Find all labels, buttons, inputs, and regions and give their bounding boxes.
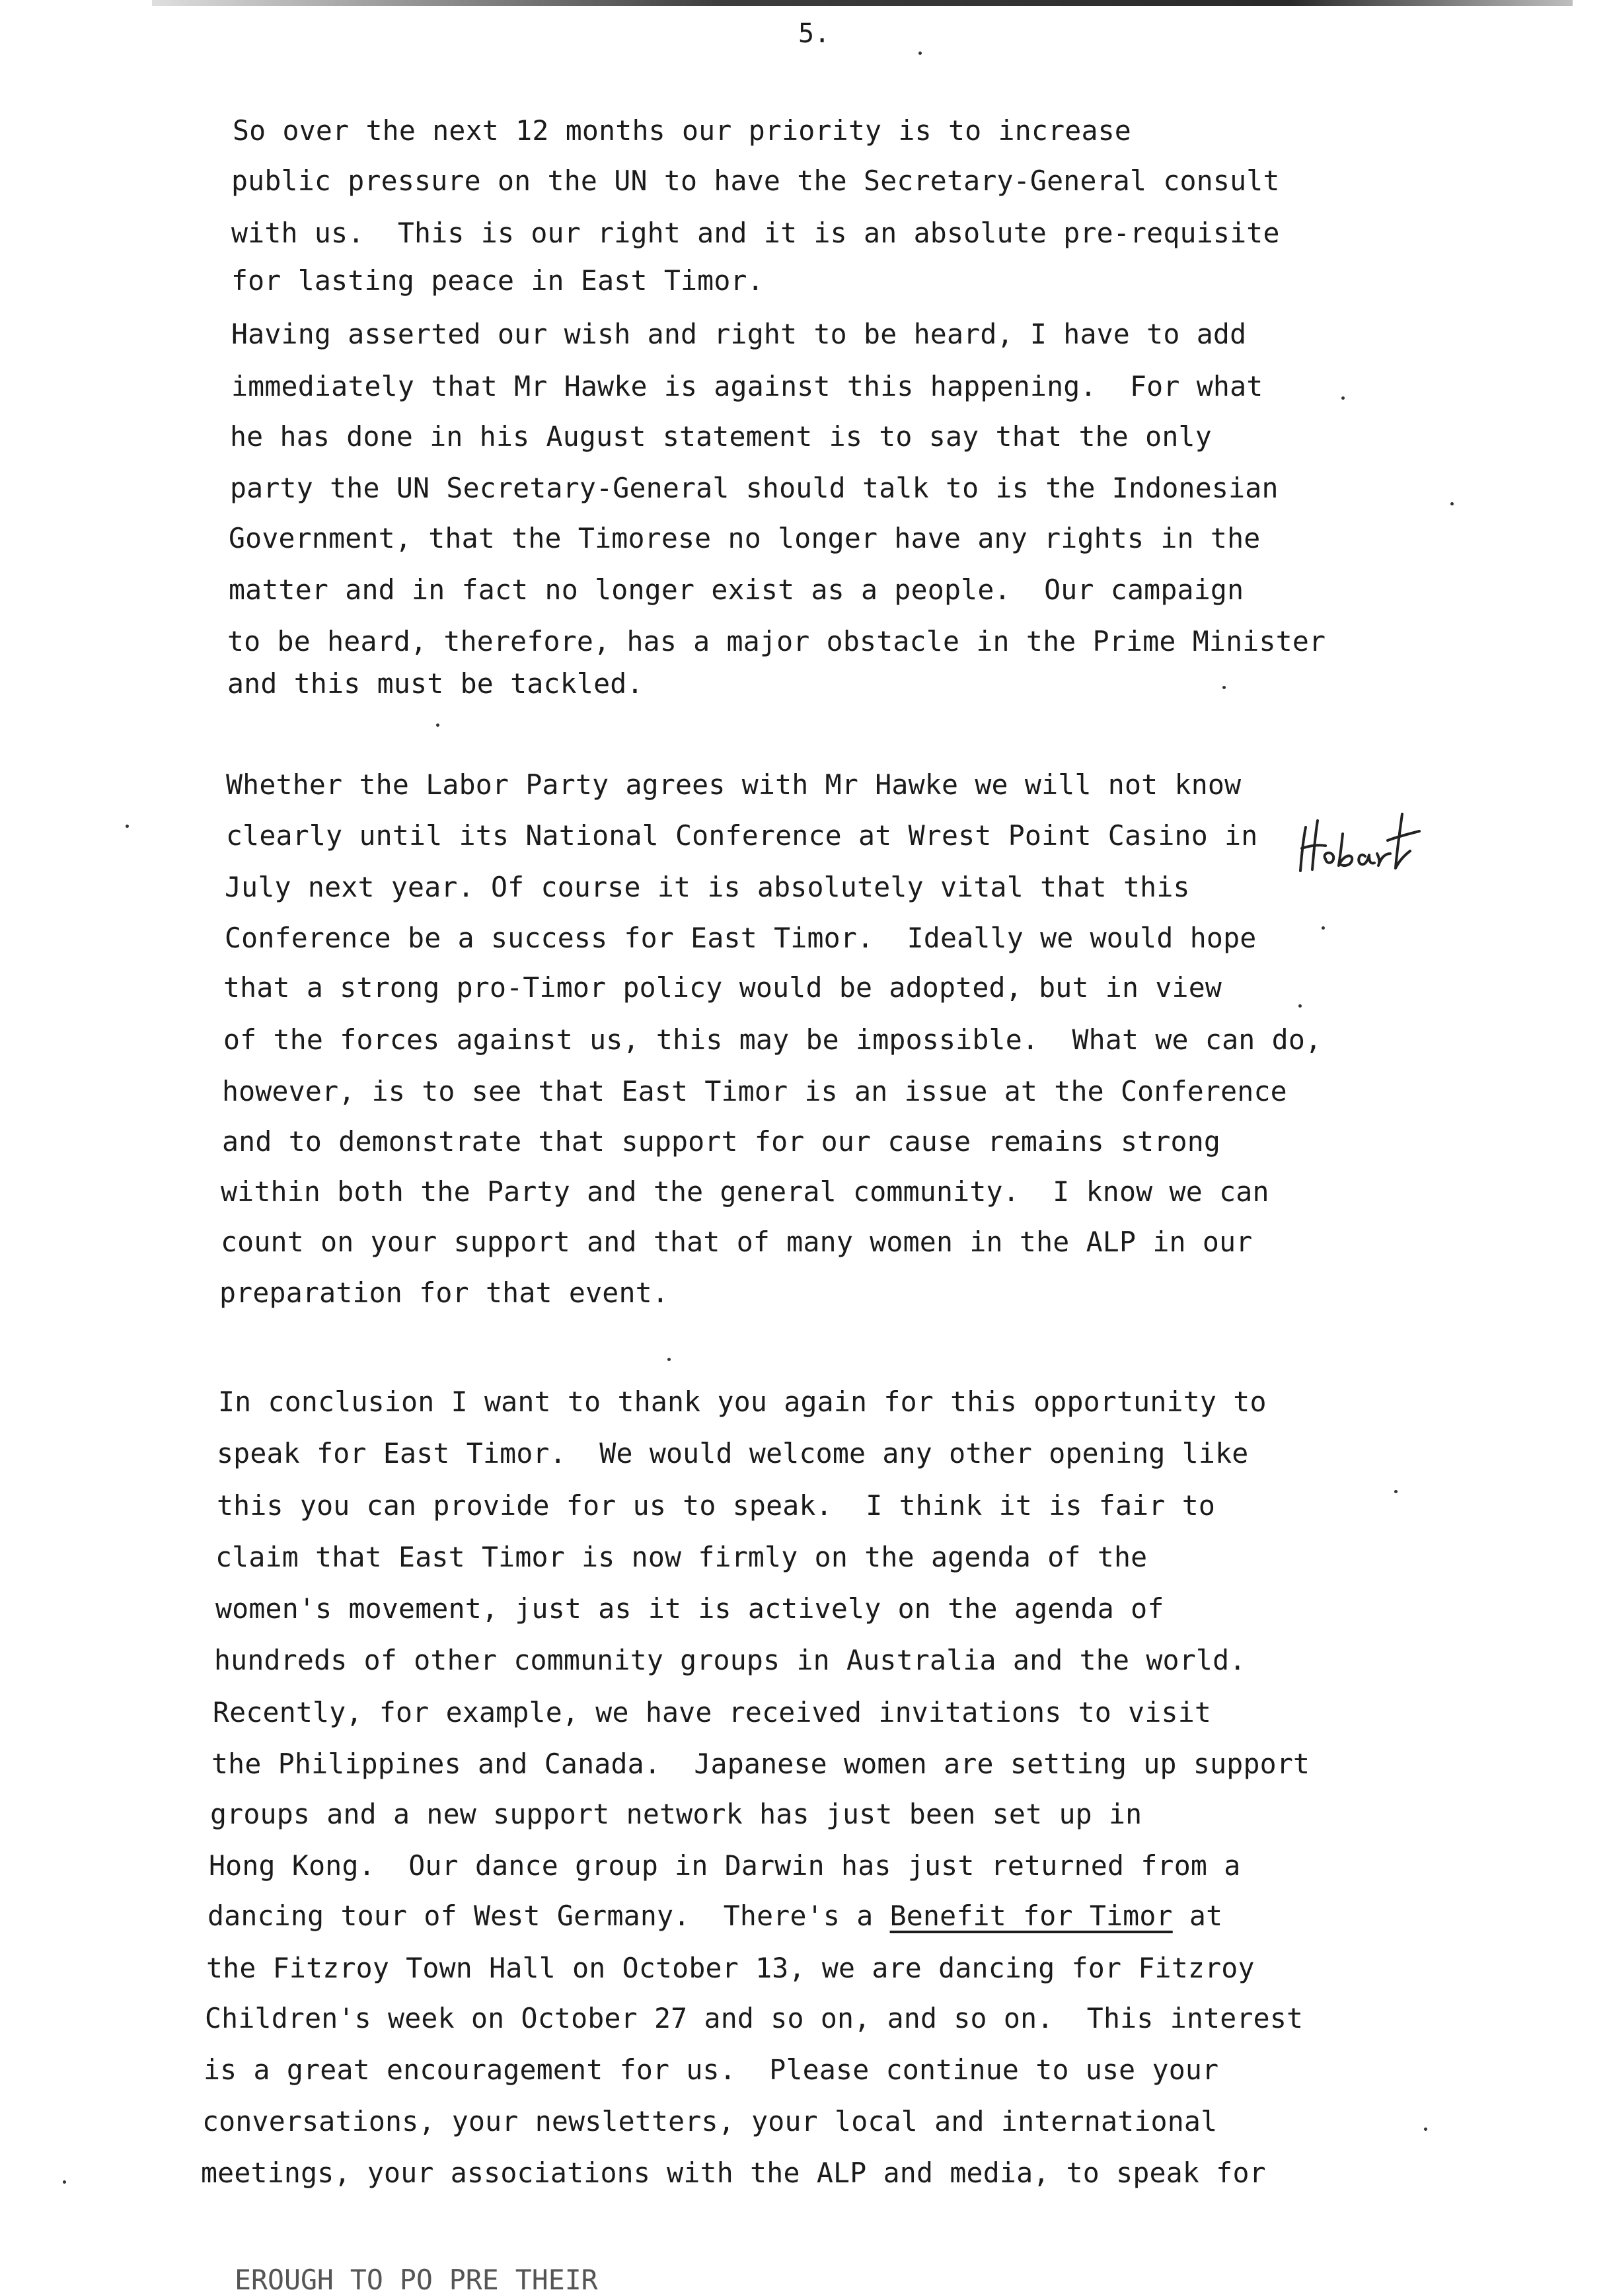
text-line: that a strong pro-Timor policy would be adopted, but in view xyxy=(223,971,1222,1004)
text-line: conversations, your newsletters, your local and international xyxy=(202,2105,1218,2137)
scan-speck xyxy=(1298,1004,1302,1008)
footer-fragment: EROUGH TO PO PRE THEIR xyxy=(235,2264,598,2296)
text-line: Government, that the Timorese no longer have any rights in the xyxy=(229,522,1261,554)
text-line: preparation for that event. xyxy=(219,1277,669,1309)
text-line: to be heard, therefore, has a major obstacle in the Prime Minister xyxy=(227,625,1326,657)
scan-speck xyxy=(126,825,129,828)
text-fragment: at xyxy=(1172,1900,1223,1932)
page-number: 5. xyxy=(798,19,831,49)
scan-top-edge xyxy=(152,0,1573,6)
text-line: speak for East Timor. We would welcome any other opening like xyxy=(217,1437,1249,1469)
text-line: party the UN Secretary-General should talk to is the Indonesian xyxy=(230,472,1279,504)
text-line: groups and a new support network has just been set up in xyxy=(210,1798,1142,1830)
text-line: immediately that Mr Hawke is against this happening. For what xyxy=(231,370,1263,402)
text-line: with us. This is our right and it is an absolute pre-requisite xyxy=(231,217,1280,249)
text-line: is a great encouragement for us. Please continue to use your xyxy=(204,2054,1219,2086)
text-line: for lasting peace in East Timor. xyxy=(231,264,764,297)
scan-speck xyxy=(1322,926,1325,930)
text-line: he has done in his August statement is to say that the only xyxy=(230,420,1212,453)
text-line: July next year. Of course it is absolutely vital that this xyxy=(225,871,1190,903)
scan-speck xyxy=(1424,2128,1427,2131)
text-line: Conference be a success for East Timor. Ideally we would hope xyxy=(225,922,1257,954)
scan-speck xyxy=(1341,396,1345,400)
text-line: In conclusion I want to thank you again for this opportunity to xyxy=(218,1386,1267,1418)
text-line: and this must be tackled. xyxy=(227,667,644,700)
text-line: Children's week on October 27 and so on, and so on. This interest xyxy=(205,2002,1304,2034)
text-line: the Fitzroy Town Hall on October 13, we are dancing for Fitzroy xyxy=(206,1952,1255,1984)
scan-speck xyxy=(63,2180,66,2184)
text-line: matter and in fact no longer exist as a people. Our campaign xyxy=(229,574,1244,606)
cut-off-footer-line xyxy=(235,2264,961,2296)
text-line: the Philippines and Canada. Japanese women are setting up support xyxy=(211,1748,1310,1780)
text-line: this you can provide for us to speak. I think it is fair to xyxy=(217,1489,1216,1522)
scan-speck xyxy=(1222,686,1226,689)
scan-speck xyxy=(1394,1490,1398,1493)
text-line: clearly until its National Conference at Wrest Point Casino in xyxy=(226,819,1258,852)
text-line: and to demonstrate that support for our cause remains strong xyxy=(222,1125,1221,1158)
text-line: meetings, your associations with the ALP and media, to speak for xyxy=(201,2157,1266,2189)
text-line: hundreds of other community groups in Australia and the world. xyxy=(214,1644,1246,1676)
text-line: of the forces against us, this may be impossible. What we can do, xyxy=(223,1023,1322,1056)
scan-speck xyxy=(667,1358,671,1361)
handwritten-hobart xyxy=(1296,807,1422,873)
text-line: however, is to see that East Timor is an issue at the Conference xyxy=(222,1075,1287,1107)
scan-speck xyxy=(1450,502,1454,505)
text-line: public pressure on the UN to have the Secretary-General consult xyxy=(231,165,1280,197)
scan-speck xyxy=(918,52,922,55)
text-line: Hong Kong. Our dance group in Darwin has just returned from a xyxy=(209,1849,1241,1882)
underlined-benefit-for-timor: Benefit for Timor xyxy=(889,1900,1173,1932)
text-line: count on your support and that of many women in the ALP in our xyxy=(221,1226,1253,1258)
text-line: So over the next 12 months our priority is to increase xyxy=(233,114,1131,147)
text-line: Having asserted our wish and right to be heard, I have to add xyxy=(231,318,1247,350)
text-line: women's movement, just as it is actively on the agenda of xyxy=(215,1592,1164,1625)
text-line: Recently, for example, we have received invitations to visit xyxy=(213,1696,1212,1728)
text-line: claim that East Timor is now firmly on the agenda of the xyxy=(215,1541,1148,1573)
scan-speck xyxy=(436,723,439,727)
text-line-with-underline xyxy=(207,1900,1222,1933)
text-line: within both the Party and the general community. I know we can xyxy=(221,1175,1269,1208)
text-fragment: dancing tour of West Germany. There's a xyxy=(207,1900,890,1932)
text-line: Whether the Labor Party agrees with Mr Hawke we will not know xyxy=(226,768,1242,801)
